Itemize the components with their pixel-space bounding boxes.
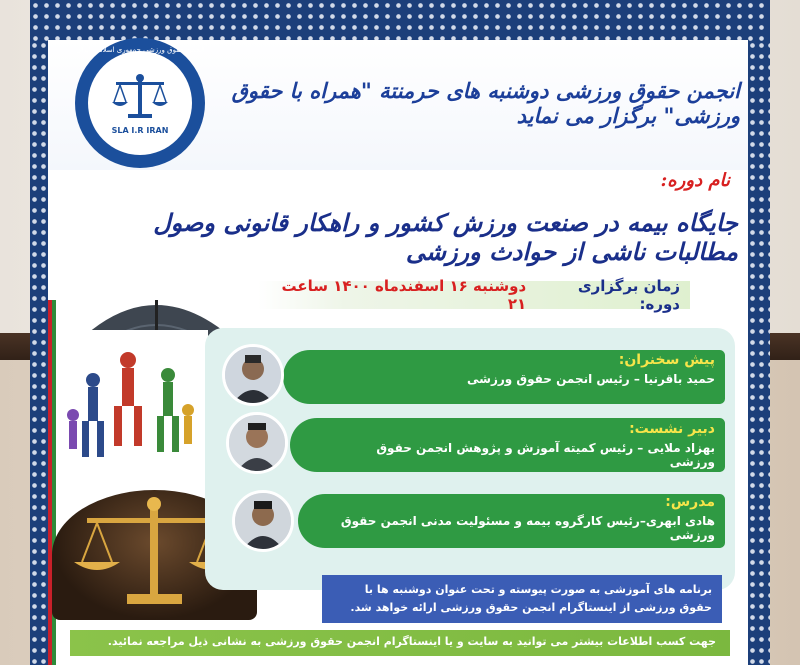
- person-icon: [225, 347, 281, 403]
- logo-caption: SLA I.R IRAN: [111, 125, 169, 135]
- speaker-text-2: [330, 421, 715, 469]
- speaker-photo-3: [232, 490, 294, 552]
- speaker-text-1: [330, 352, 715, 386]
- speaker-role-1: پیش سخنران:: [618, 352, 715, 368]
- info-line-2: حقوق ورزشی از اینستاگرام انجمن حقوق ورزشی ارائه خواهد شد.: [350, 601, 712, 614]
- frame-dots-left: [30, 40, 48, 665]
- schedule-bar: [258, 277, 690, 313]
- person-icon: [235, 493, 291, 549]
- speaker-name-3: هادی ابهری–رئیس کارگروه بیمه و مسئولیت مدنی انجمن حقوق ورزشی: [340, 514, 715, 542]
- course-title: جایگاه بیمه در صنعت ورزش کشور و راهکار قانونی وصول مطالبات ناشی از حوادث ورزشی: [153, 208, 738, 266]
- schedule-label: زمان برگزاری دوره:: [577, 277, 680, 313]
- person-icon: [229, 415, 285, 471]
- logo-ring-text: انجمن حقوق ورزشی جمهوری اسلامی ایران: [75, 46, 205, 54]
- speaker-name-1: حمید باقرنیا – رئیس انجمن حقوق ورزشی: [467, 372, 715, 386]
- course-label: نام دوره:: [660, 170, 730, 191]
- info-box: [322, 575, 722, 623]
- header-title: انجمن حقوق ورزشی دوشنبه های حرمنتة "همراه با حقوق ورزشی" برگزار می نماید: [231, 78, 740, 128]
- frame-dots-top: [30, 0, 770, 42]
- footer-bar: [70, 630, 730, 656]
- speaker-role-3: مدرس:: [665, 494, 715, 510]
- athletes-illustration: [58, 330, 208, 490]
- scales-icon: [108, 72, 172, 124]
- speaker-text-3: [310, 494, 715, 542]
- speaker-photo-1: [222, 344, 284, 406]
- speaker-role-2: دبیر نشست:: [629, 421, 715, 437]
- speaker-photo-2: [226, 412, 288, 474]
- info-line-1: برنامه های آموزشی به صورت پیوسته و تحت عنوان دوشنبه ها با: [364, 583, 712, 596]
- frame-dots-right: [748, 40, 770, 665]
- footer-text: جهت کسب اطلاعات بیشتر می توانید به سایت و یا اینستاگرام انجمن حقوق ورزشی به نشانی ذیل مراجعه نمائید.: [107, 635, 716, 648]
- schedule-value: دوشنبه ۱۶ اسفندماه ۱۴۰۰ ساعت ۲۱: [281, 277, 527, 313]
- logo-emblem: [88, 51, 192, 155]
- speaker-name-2: بهزاد ملایی – رئیس کمیته آموزش و پژوهش انجمن حقوق ورزشی: [376, 441, 715, 469]
- association-logo: [75, 38, 205, 168]
